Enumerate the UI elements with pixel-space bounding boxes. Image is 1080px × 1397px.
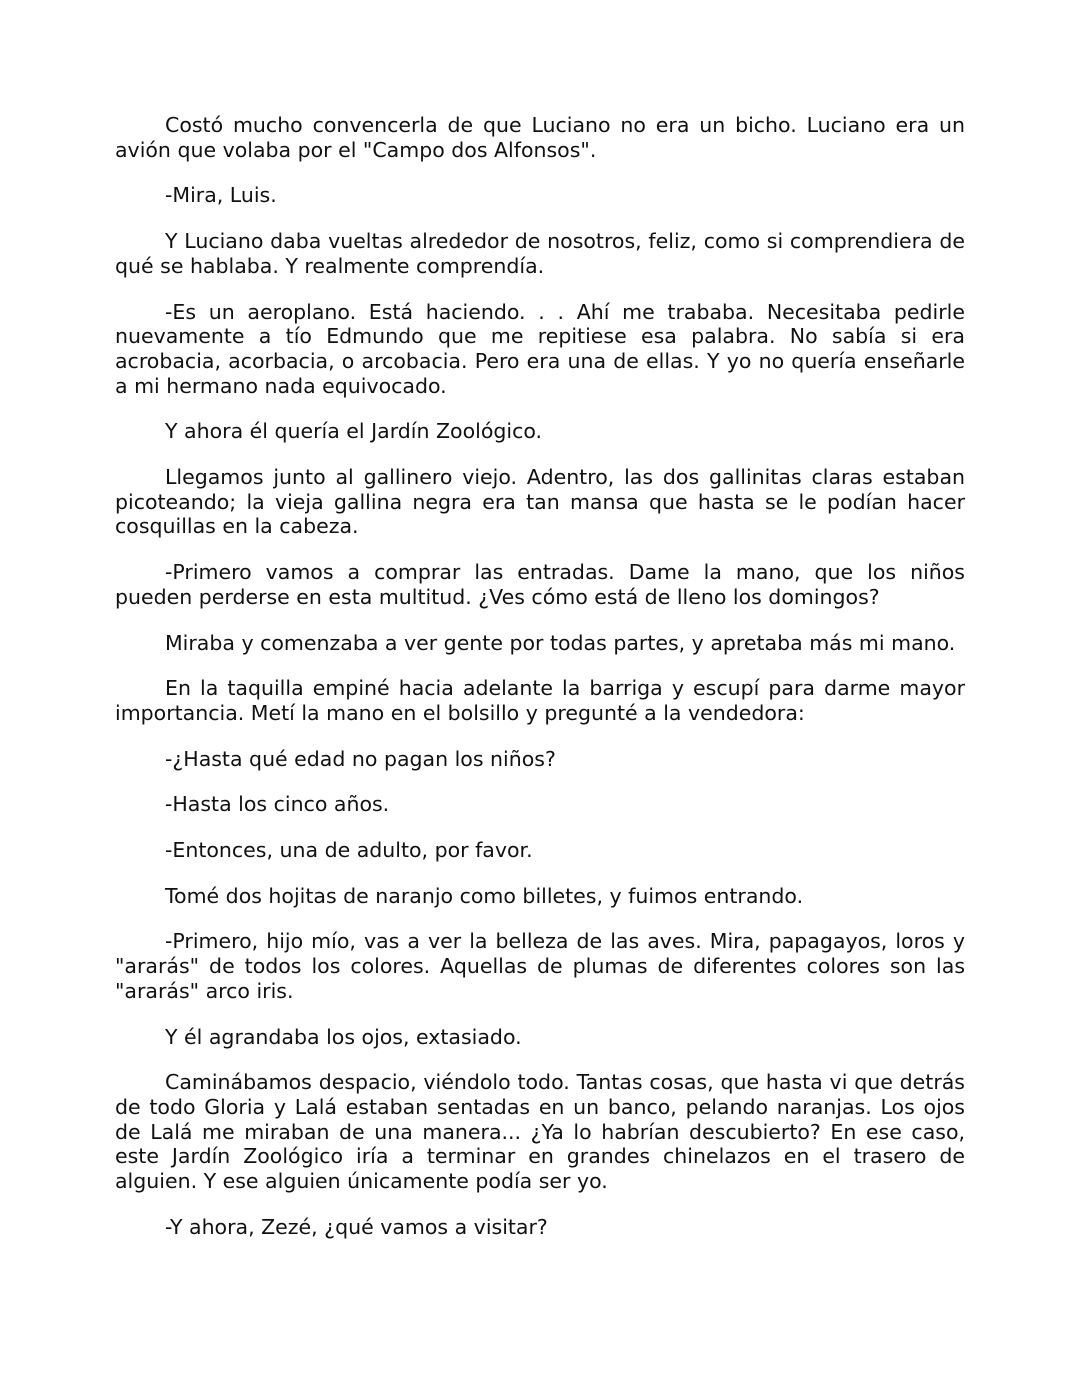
paragraph: Tomé dos hojitas de naranjo como billetes, y fuimos entrando.: [165, 883, 804, 908]
document-page: [115, 113, 965, 1261]
paragraph: Y él agrandaba los ojos, extasiado.: [165, 1024, 522, 1049]
paragraph: Caminábamos despacio, viéndolo todo. Tantas cosas, que hasta vi que detrás de todo Gloria y Lalá estaban sentadas en un banco, pelando naranjas. Los ojos de Lalá me miraban de una manera... ¿Ya lo habrían descubierto? En ese caso, este Jardín Zoológico iría a terminar en grandes chinelazos en el trasero de alguien. Y ese alguien únicamente podía ser yo.: [115, 1070, 965, 1194]
paragraph: -Primero vamos a comprar las entradas. Dame la mano, que los niños pueden perderse en esta multitud. ¿Ves cómo está de lleno los domingos?: [115, 560, 965, 609]
paragraph: -Primero, hijo mío, vas a ver la belleza de las aves. Mira, papagayos, loros y "ararás" de todos los colores. Aquellas de plumas de diferentes colores son las "ararás" arco iris.: [115, 929, 965, 1003]
paragraph: En la taquilla empiné hacia adelante la barriga y escupí para darme mayor importancia. Metí la mano en el bolsillo y pregunté a la vendedora:: [115, 676, 965, 725]
paragraph: -Es un aeroplano. Está haciendo. . . Ahí me trababa. Necesitaba pedirle nuevamente a tío Edmundo que me repitiese esa palabra. No sabía si era acrobacia, acorbacia, o arcobacia. Pero era una de ellas. Y yo no quería enseñarle a mi hermano nada equivocado.: [115, 299, 965, 398]
paragraph: -Entonces, una de adulto, por favor.: [165, 838, 533, 863]
paragraph: Costó mucho convencerla de que Luciano no era un bicho. Luciano era un avión que volaba por el "Campo dos Alfonsos".: [115, 113, 965, 162]
paragraph: Miraba y comenzaba a ver gente por todas partes, y apretaba más mi mano.: [165, 630, 956, 655]
paragraph: Llegamos junto al gallinero viejo. Adentro, las dos gallinitas claras estaban picoteando; la vieja gallina negra era tan mansa que hasta se le podían hacer cosquillas en la cabeza.: [115, 465, 965, 539]
paragraph: -¿Hasta qué edad no pagan los niños?: [165, 746, 556, 771]
paragraph: -Y ahora, Zezé, ¿qué vamos a visitar?: [165, 1214, 548, 1239]
paragraph: -Hasta los cinco años.: [165, 792, 390, 817]
paragraph: Y ahora él quería el Jardín Zoológico.: [165, 419, 543, 444]
paragraph: -Mira, Luis.: [165, 183, 277, 208]
paragraph: Y Luciano daba vueltas alrededor de nosotros, feliz, como si comprendiera de qué se hablaba. Y realmente comprendía.: [115, 229, 965, 278]
